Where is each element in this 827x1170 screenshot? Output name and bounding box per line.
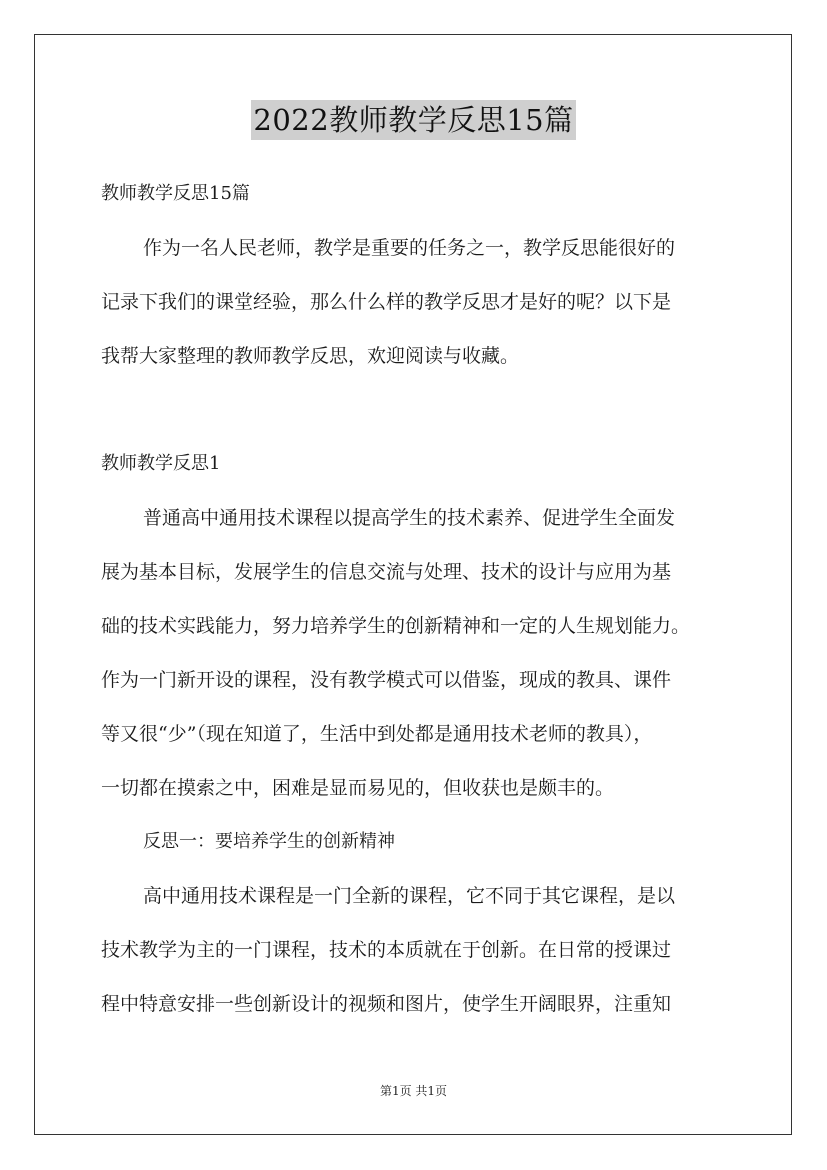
sub-heading: 反思一：要培养学生的创新精神 [143, 831, 395, 852]
title-container [0, 100, 827, 140]
paragraph-line: 础的技术实践能力，努力培养学生的创新精神和一定的人生规划能力。 [101, 615, 691, 637]
section-paragraph [101, 883, 737, 1045]
page-footer: 第1页 共1页 [379, 1084, 448, 1098]
paragraph-line: 技术教学为主的一门课程，技术的本质就在于创新。在日常的授课过 [101, 939, 672, 961]
paragraph-line: 程中特意安排一些创新设计的视频和图片，使学生开阔眼界，注重知 [101, 993, 672, 1015]
paragraph-line: 展为基本目标，发展学生的信息交流与处理、技术的设计与应用为基 [101, 561, 672, 583]
paragraph-line: 作为一门新开设的课程，没有教学模式可以借鉴，现成的教具、课件 [101, 669, 672, 691]
document-title: 2022教师教学反思15篇 [251, 100, 575, 140]
paragraph-line: 高中通用技术课程是一门全新的课程，它不同于其它课程，是以 [143, 885, 676, 907]
section-heading: 教师教学反思1 [101, 453, 221, 474]
paragraph-line: 记录下我们的课堂经验，那么什么样的教学反思才是好的呢？以下是 [101, 291, 672, 313]
document-subtitle: 教师教学反思15篇 [101, 183, 250, 204]
section-paragraph [101, 505, 737, 829]
paragraph-line: 普通高中通用技术课程以提高学生的技术素养、促进学生全面发 [143, 507, 676, 529]
paragraph-line: 我帮大家整理的教师教学反思，欢迎阅读与收藏。 [101, 345, 520, 367]
paragraph-line: 一切都在摸索之中，困难是显而易见的，但收获也是颇丰的。 [101, 777, 615, 799]
intro-paragraph [101, 235, 737, 397]
paragraph-line: 作为一名人民老师，教学是重要的任务之一，教学反思能很好的 [143, 237, 676, 259]
paragraph-line: 等又很“少”（现在知道了，生活中到处都是通用技术老师的教具）， [101, 723, 653, 745]
